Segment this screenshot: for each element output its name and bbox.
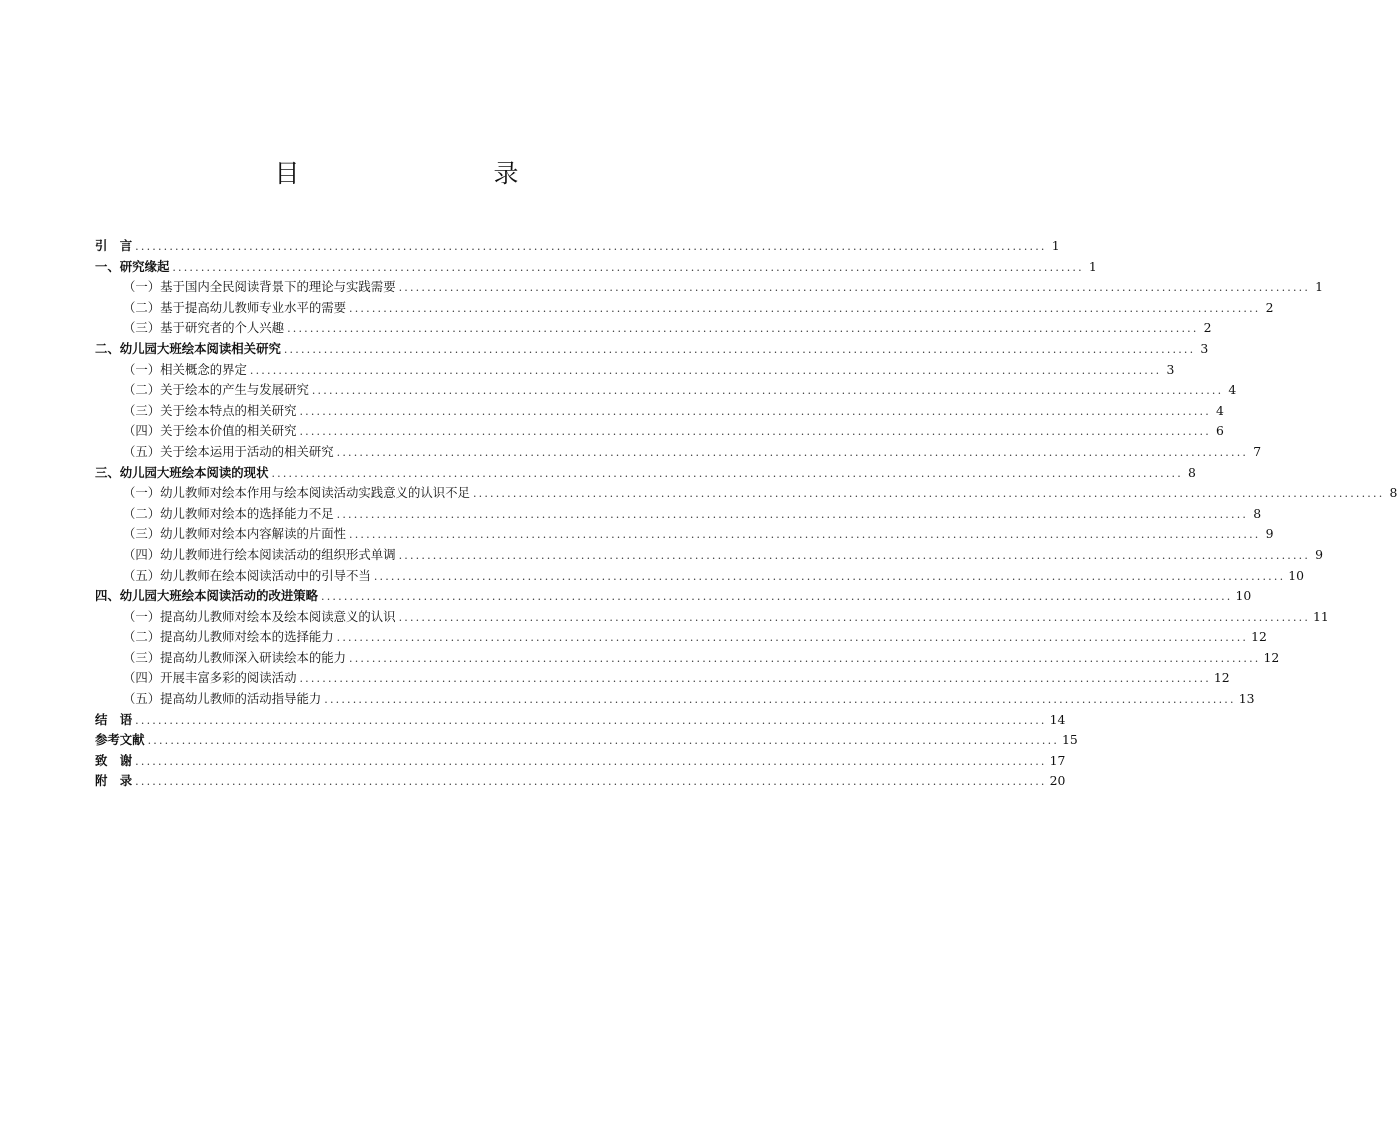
toc-dot-leader: ................................................................................................................................................................	[135, 240, 1047, 253]
toc-page-number: 2	[1265, 299, 1274, 315]
toc-page-number: 1	[1051, 238, 1060, 253]
toc-dot-leader: ................................................................................................................................................................	[349, 651, 1261, 665]
toc-dot-leader: ................................................................................................................................................................	[349, 528, 1261, 542]
toc-entry-label: 引 言	[95, 238, 133, 253]
toc-dot-leader: ................................................................................................................................................................	[299, 404, 1211, 418]
toc-dot-leader: ................................................................................................................................................................	[283, 342, 1196, 356]
toc-section-entry[interactable]	[95, 318, 1212, 339]
toc-chapter-entry[interactable]	[95, 463, 1196, 484]
toc-entry-label: （二）提高幼儿教师对绘本的选择能力	[123, 629, 334, 645]
toc-page-number: 8	[1389, 485, 1397, 501]
toc-entry-label: 三、幼儿园大班绘本阅读的现状	[95, 464, 269, 480]
toc-dot-leader: ................................................................................................................................................................	[249, 363, 1162, 377]
toc-section-entry[interactable]	[95, 401, 1224, 422]
toc-entry-label: 参考文献	[95, 732, 145, 748]
toc-dot-leader: ................................................................................................................................................................	[398, 281, 1311, 295]
toc-section-entry[interactable]	[95, 360, 1175, 381]
toc-entry-label: （二）幼儿教师对绘本的选择能力不足	[123, 505, 334, 521]
toc-page-number: 4	[1228, 382, 1237, 398]
toc-dot-leader: ................................................................................................................................................................	[336, 507, 1249, 521]
toc-page-number: 11	[1313, 608, 1329, 624]
toc-dot-leader: ................................................................................................................................................................	[271, 466, 1183, 480]
toc-section-entry[interactable]	[95, 442, 1262, 463]
toc-entry-label: （五）关于绘本运用于活动的相关研究	[123, 443, 334, 459]
toc-entry-label: 致 谢	[95, 752, 133, 768]
toc-dot-leader: ................................................................................................................................................................	[373, 569, 1286, 583]
toc-dot-leader: ................................................................................................................................................................	[336, 631, 1249, 645]
toc-page-number: 12	[1251, 629, 1267, 645]
toc-chapter-entry[interactable]	[95, 730, 1078, 751]
toc-page-number: 14	[1049, 711, 1066, 727]
toc-dot-leader: ................................................................................................................................................................	[324, 693, 1236, 707]
toc-entry-label: （三）基于研究者的个人兴趣	[123, 320, 285, 336]
toc-dot-leader: ................................................................................................................................................................	[135, 754, 1047, 768]
toc-title: 目 录	[274, 159, 567, 188]
toc-section-entry[interactable]	[95, 607, 1329, 628]
toc-page-number: 17	[1049, 752, 1066, 768]
toc-dot-leader: ................................................................................................................................................................	[398, 610, 1311, 624]
toc-entry-label: （四）幼儿教师进行绘本阅读活动的组织形式单调	[123, 546, 396, 562]
toc-entry-label: （三）提高幼儿教师深入研读绘本的能力	[123, 649, 347, 665]
toc-entry-label: 附 录	[95, 773, 133, 789]
toc-chapter-entry[interactable]	[95, 257, 1097, 278]
toc-dot-leader: ................................................................................................................................................................	[349, 301, 1261, 315]
toc-entry-label: （一）基于国内全民阅读背景下的理论与实践需要	[123, 279, 396, 295]
toc-page-number: 1	[1315, 279, 1324, 295]
toc-section-entry[interactable]	[95, 689, 1255, 710]
toc-entry-label: （三）幼儿教师对绘本内容解读的片面性	[123, 526, 347, 542]
toc-page-number: 15	[1062, 732, 1078, 748]
toc-chapter-entry[interactable]	[95, 339, 1209, 360]
toc-entry-label: （五）提高幼儿教师的活动指导能力	[123, 691, 322, 707]
toc-chapter-entry[interactable]	[95, 771, 1066, 792]
toc-entry-label: 一、研究缘起	[95, 258, 170, 274]
toc-page-number: 3	[1166, 361, 1175, 377]
toc-entry-label: （一）相关概念的界定	[123, 361, 247, 377]
table-of-contents	[95, 236, 1397, 792]
toc-entry-label: （三）关于绘本特点的相关研究	[123, 402, 297, 418]
toc-section-entry[interactable]	[95, 524, 1274, 545]
toc-page-number: 20	[1049, 773, 1066, 789]
toc-dot-leader: ................................................................................................................................................................	[299, 672, 1211, 686]
toc-chapter-entry[interactable]	[95, 710, 1066, 731]
toc-page-number: 8	[1188, 464, 1196, 480]
toc-page-number: 13	[1238, 691, 1255, 707]
toc-entry-label: （四）关于绘本价值的相关研究	[123, 423, 297, 439]
toc-section-entry[interactable]	[95, 648, 1280, 669]
toc-section-entry[interactable]	[95, 298, 1274, 319]
toc-dot-leader: ................................................................................................................................................................	[299, 425, 1211, 439]
toc-section-entry[interactable]	[95, 545, 1324, 566]
toc-page-number: 3	[1200, 340, 1209, 356]
toc-page-number: 10	[1288, 567, 1305, 583]
toc-entry-label: （二）关于绘本的产生与发展研究	[123, 382, 309, 398]
toc-page-number: 9	[1265, 526, 1274, 542]
toc-page-number: 10	[1235, 588, 1252, 604]
toc-section-entry[interactable]	[95, 504, 1262, 525]
toc-page-number: 1	[1088, 258, 1097, 274]
toc-dot-leader: ................................................................................................................................................................	[336, 445, 1249, 459]
toc-chapter-entry[interactable]	[95, 751, 1066, 772]
toc-entry-label: 四、幼儿园大班绘本阅读活动的改进策略	[95, 588, 319, 604]
toc-dot-leader: ................................................................................................................................................................	[472, 487, 1385, 501]
toc-section-entry[interactable]	[95, 380, 1237, 401]
toc-section-entry[interactable]	[95, 566, 1305, 587]
toc-dot-leader: ................................................................................................................................................................	[172, 260, 1084, 274]
toc-page-number: 12	[1213, 670, 1230, 686]
toc-entry-label: （四）开展丰富多彩的阅读活动	[123, 670, 297, 686]
toc-page-number: 2	[1203, 320, 1212, 336]
toc-page-number: 4	[1216, 402, 1224, 418]
toc-dot-leader: ................................................................................................................................................................	[147, 734, 1060, 748]
toc-dot-leader: ................................................................................................................................................................	[135, 713, 1047, 727]
toc-dot-leader: ................................................................................................................................................................	[287, 322, 1199, 336]
toc-page-number: 12	[1263, 649, 1280, 665]
toc-page-number: 7	[1253, 443, 1262, 459]
toc-entry-label: （一）提高幼儿教师对绘本及绘本阅读意义的认识	[123, 608, 396, 624]
toc-entry-label: 结 语	[95, 711, 133, 727]
toc-dot-leader: ................................................................................................................................................................	[311, 384, 1224, 398]
toc-page-number: 8	[1253, 505, 1262, 521]
toc-chapter-entry[interactable]	[95, 586, 1252, 607]
toc-entry-label: （一）幼儿教师对绘本作用与绘本阅读活动实践意义的认识不足	[123, 485, 470, 501]
toc-entry-label: （二）基于提高幼儿教师专业水平的需要	[123, 299, 347, 315]
toc-section-entry[interactable]	[95, 627, 1267, 648]
toc-section-entry[interactable]	[95, 421, 1224, 442]
toc-section-entry[interactable]	[95, 277, 1324, 298]
toc-dot-leader: ................................................................................................................................................................	[398, 548, 1311, 562]
toc-dot-leader: ................................................................................................................................................................	[135, 775, 1047, 789]
toc-chapter-entry[interactable]	[95, 236, 1060, 257]
toc-section-entry[interactable]	[95, 668, 1230, 689]
toc-dot-leader: ................................................................................................................................................................	[321, 590, 1233, 604]
toc-entry-label: 二、幼儿园大班绘本阅读相关研究	[95, 340, 281, 356]
toc-page-number: 6	[1216, 423, 1224, 439]
toc-entry-label: （五）幼儿教师在绘本阅读活动中的引导不当	[123, 567, 371, 583]
toc-page-number: 9	[1315, 546, 1324, 562]
toc-section-entry[interactable]	[95, 483, 1397, 504]
